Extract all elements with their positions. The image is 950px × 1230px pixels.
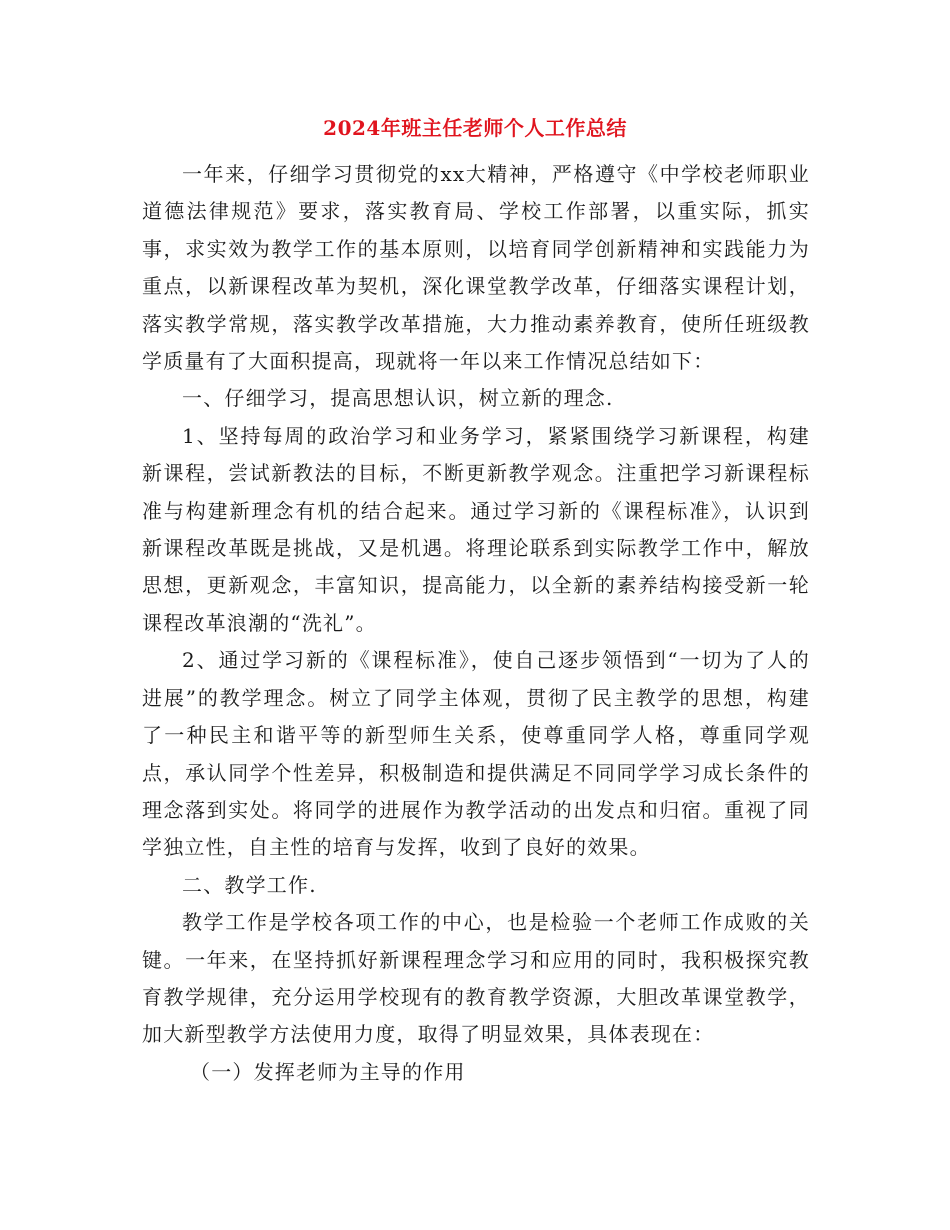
paragraph-intro: 一年来，仔细学习贯彻党的xx大精神，严格遵守《中学校老师职业道德法律规范》要求，落实教育局、学校工作部署，以重实际，抓实事，求实效为教学工作的基本原则，以培育同学创新精神和实践能力为重点，以新课程改革为契机，深化课堂教学改革，仔细落实课程计划，落实教学常规，落实教学改革措施，大力推动素养教育，使所任班级教学质量有了大面积提高，现就将一年以来工作情况总结如下： xyxy=(142,162,810,374)
paragraph-item-1: 1、坚持每周的政治学习和业务学习，紧紧围绕学习新课程，构建新课程，尝试新教法的目标，不断更新教学观念。注重把学习新课程标准与构建新理念有机的结合起来。通过学习新的《课程标准》，认识到新课程改革既是挑战，又是机遇。将理论联系到实际教学工作中，解放思想，更新观念，丰富知识，提高能力，以全新的素养结构接受新一轮课程改革浪潮的“洗礼”。 xyxy=(142,423,810,635)
section-heading-2: 二、教学工作. xyxy=(182,872,317,897)
section-heading-1: 一、仔细学习，提高思想认识，树立新的理念. xyxy=(182,386,614,411)
paragraph-teaching: 教学工作是学校各项工作的中心，也是检验一个老师工作成败的关键。一年来，在坚持抓好新课程理念学习和应用的同时，我积极探究教育教学规律，充分运用学校现有的教育教学资源，大胆改革课堂教学，加大新型教学方法使用力度，取得了明显效果，具体表现在： xyxy=(142,910,810,1047)
subsection-heading-1: （一）发挥老师为主导的作用 xyxy=(190,1059,466,1084)
paragraph-item-2: 2、通过学习新的《课程标准》，使自己逐步领悟到“一切为了人的进展”的教学理念。树立了同学主体观，贯彻了民主教学的思想，构建了一种民主和谐平等的新型师生关系，使尊重同学人格，尊重同学观点，承认同学个性差异，积极制造和提供满足不同同学学习成长条件的理念落到实处。将同学的进展作为教学活动的出发点和归宿。重视了同学独立性，自主性的培育与发挥，收到了良好的效果。 xyxy=(142,648,810,860)
document-body xyxy=(142,156,810,1091)
document-title: 2024年班主任老师个人工作总结 xyxy=(323,116,627,140)
